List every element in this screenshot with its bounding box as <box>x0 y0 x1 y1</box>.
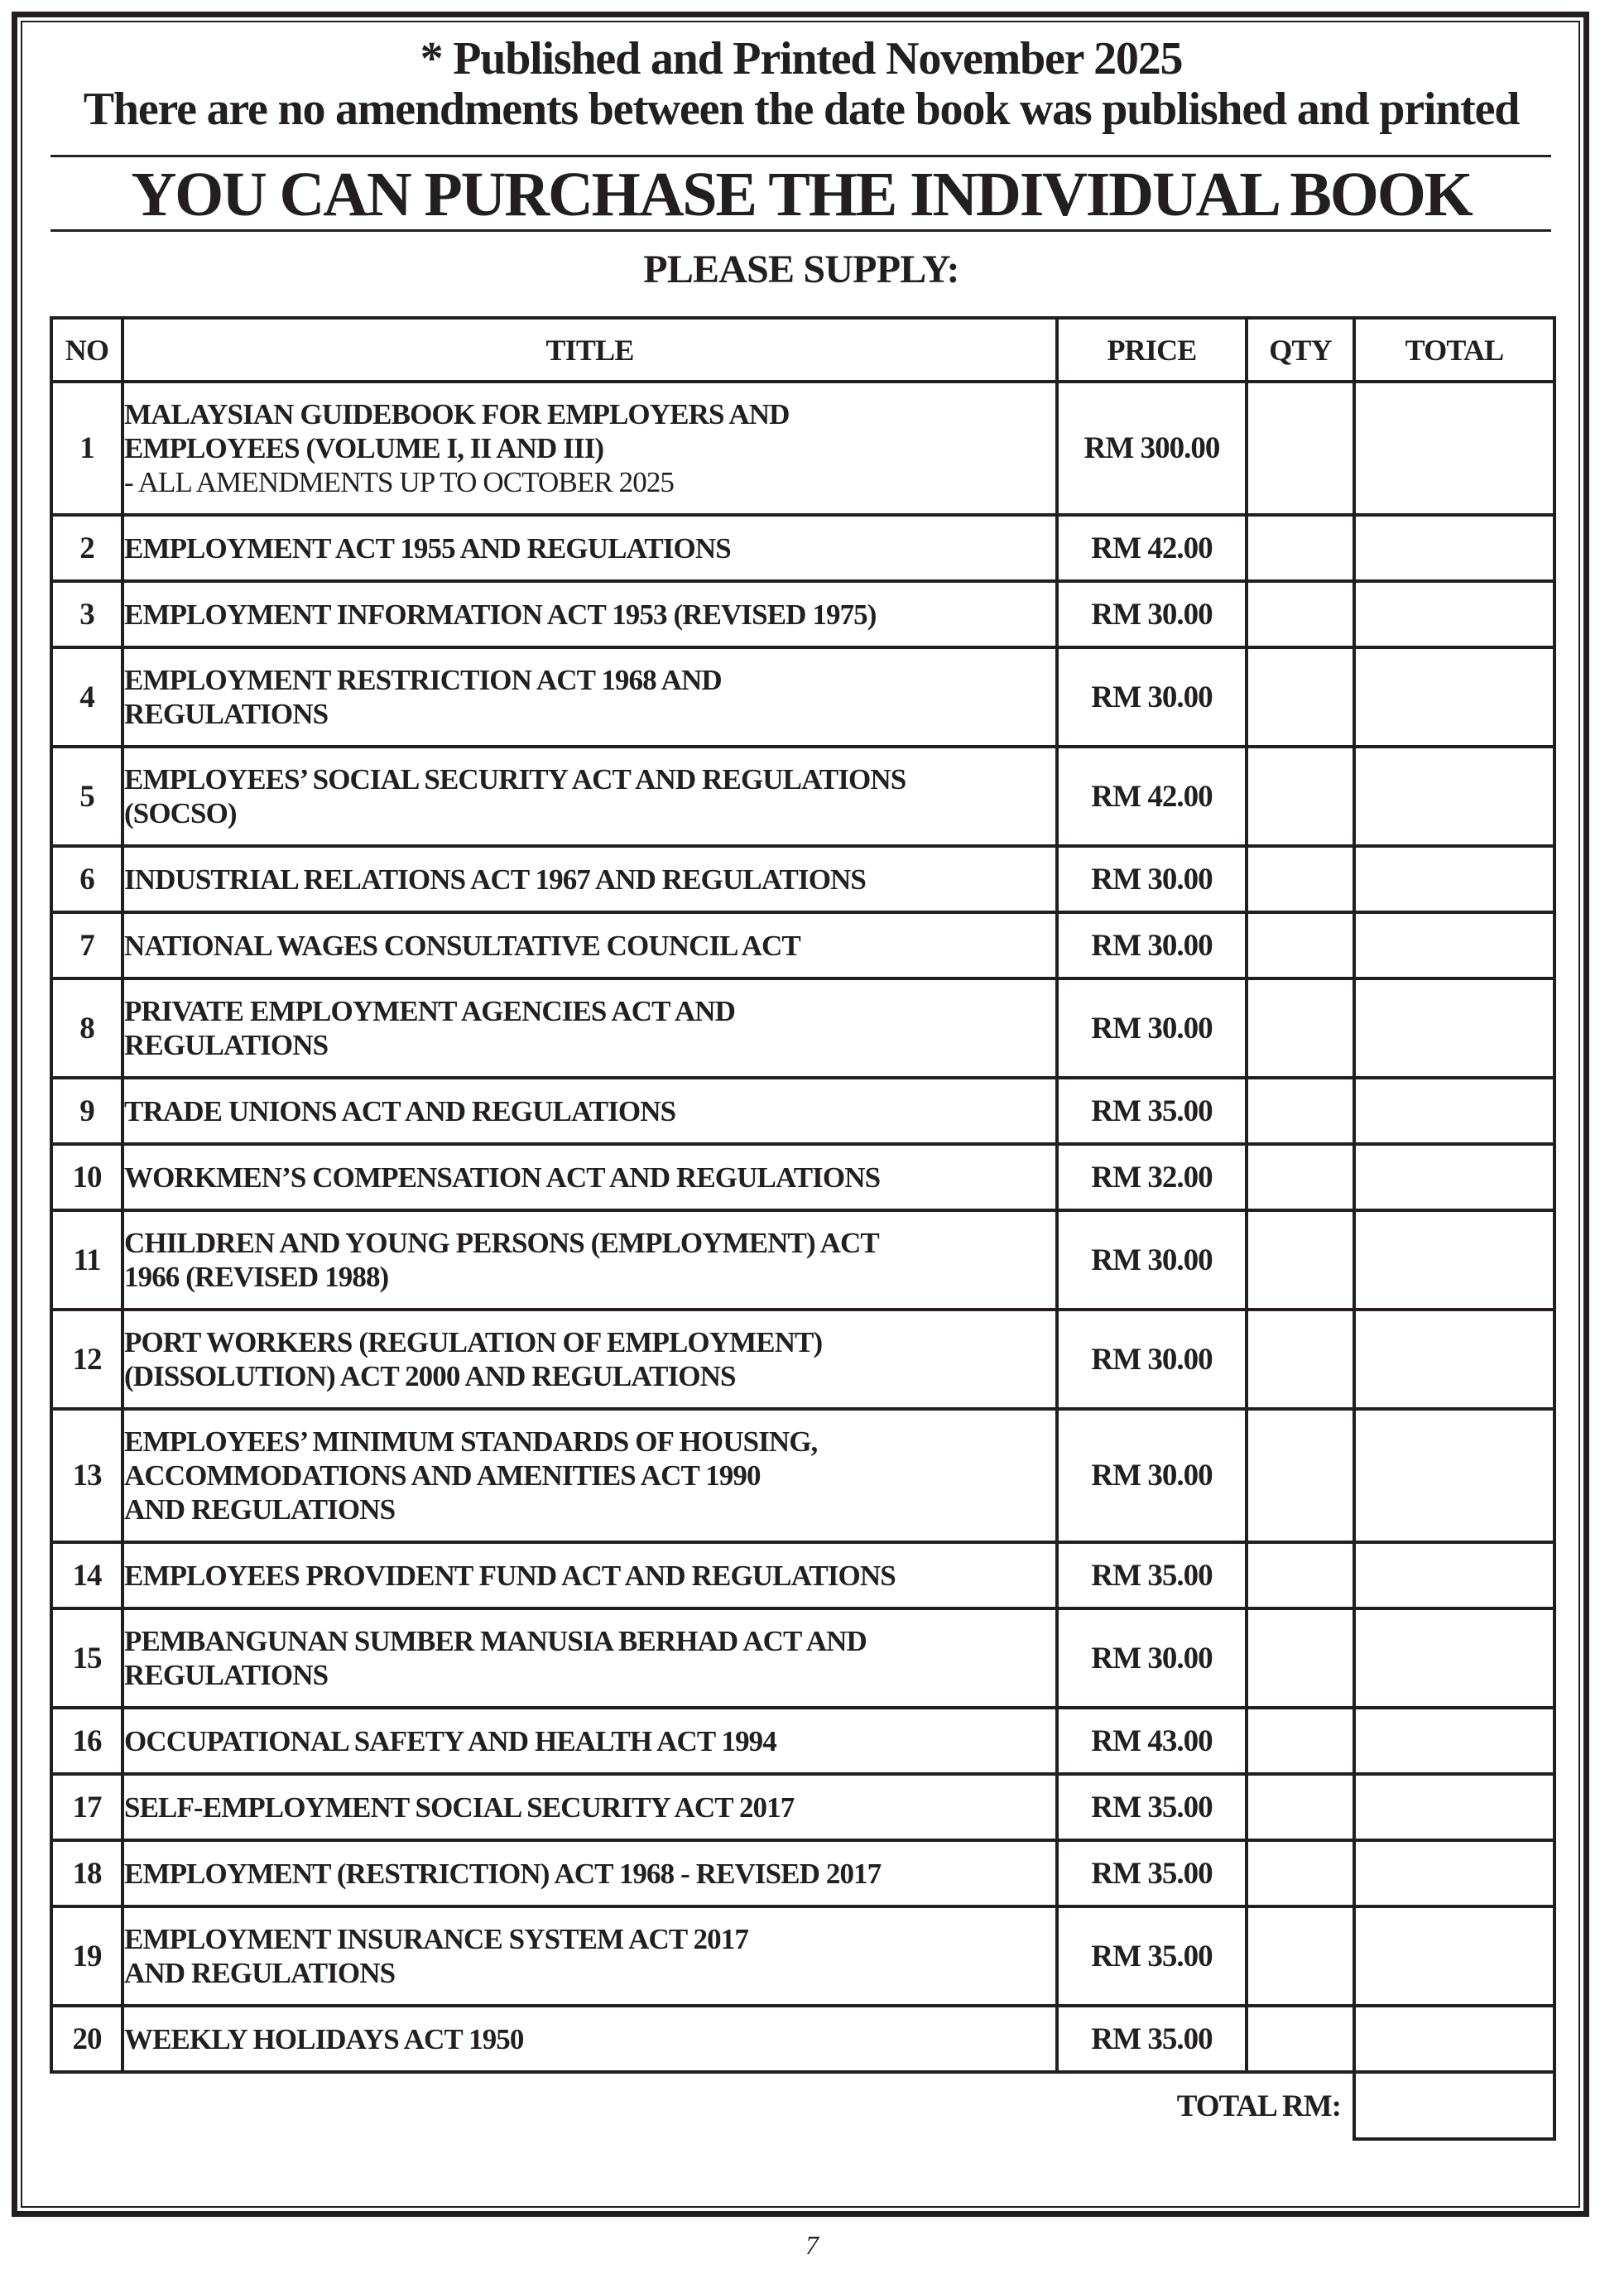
quantity-field[interactable] <box>1247 1144 1354 1210</box>
book-price: RM 30.00 <box>1057 846 1247 912</box>
publication-notice: * Published and Printed November 2025 <box>420 33 1183 84</box>
line-total-field[interactable] <box>1354 1774 1554 1840</box>
quantity-field[interactable] <box>1247 1542 1354 1608</box>
book-title-line: REGULATIONS <box>124 1659 329 1691</box>
book-title <box>123 1608 1057 1708</box>
row-number: 1 <box>51 382 123 515</box>
row-number: 18 <box>51 1840 123 1906</box>
line-total-field[interactable] <box>1354 1310 1554 1409</box>
quantity-field[interactable] <box>1247 581 1354 647</box>
book-price: RM 30.00 <box>1057 581 1247 647</box>
book-title <box>123 1310 1057 1409</box>
book-title-line: WORKMEN’S COMPENSATION ACT AND REGULATIONS <box>124 1161 881 1194</box>
table-row <box>51 1840 1554 1906</box>
line-total-field[interactable] <box>1354 1708 1554 1774</box>
book-title-line: ACCOMMODATIONS AND AMENITIES ACT 1990 <box>124 1459 761 1492</box>
book-title-note: - ALL AMENDMENTS UP TO OCTOBER 2025 <box>124 466 675 498</box>
book-title <box>123 2006 1057 2072</box>
table-row <box>51 747 1554 846</box>
book-price: RM 30.00 <box>1057 1608 1247 1708</box>
book-title-line: EMPLOYMENT INFORMATION ACT 1953 (REVISED 1975) <box>124 598 877 631</box>
row-number: 14 <box>51 1542 123 1608</box>
grand-total-field[interactable] <box>1354 2072 1554 2139</box>
book-price: RM 35.00 <box>1057 1542 1247 1608</box>
table-row <box>51 846 1554 912</box>
book-title <box>123 747 1057 846</box>
table-row <box>51 1708 1554 1774</box>
book-title-line: WEEKLY HOLIDAYS ACT 1950 <box>124 2022 524 2055</box>
quantity-field[interactable] <box>1247 978 1354 1078</box>
table-row <box>51 515 1554 581</box>
row-number: 20 <box>51 2006 123 2072</box>
book-title-line: INDUSTRIAL RELATIONS ACT 1967 AND REGULATIONS <box>124 863 866 896</box>
book-title <box>123 647 1057 747</box>
line-total-field[interactable] <box>1354 912 1554 978</box>
line-total-field[interactable] <box>1354 1906 1554 2006</box>
line-total-field[interactable] <box>1354 1078 1554 1144</box>
line-total-field[interactable] <box>1354 581 1554 647</box>
line-total-field[interactable] <box>1354 1608 1554 1708</box>
table-header-row <box>51 318 1554 382</box>
please-supply-heading: PLEASE SUPPLY: <box>643 248 959 291</box>
book-title <box>123 1840 1057 1906</box>
headline: YOU CAN PURCHASE THE INDIVIDUAL BOOK <box>131 160 1472 229</box>
amendment-notice: There are no amendments between the date book was published and printed <box>83 84 1520 135</box>
book-title <box>123 978 1057 1078</box>
book-title <box>123 1210 1057 1310</box>
quantity-field[interactable] <box>1247 1906 1354 2006</box>
table-row <box>51 1078 1554 1144</box>
row-number: 6 <box>51 846 123 912</box>
quantity-field[interactable] <box>1247 1409 1354 1542</box>
order-rows <box>51 382 1554 2072</box>
quantity-field[interactable] <box>1247 647 1354 747</box>
table-row <box>51 1210 1554 1310</box>
book-title-line: EMPLOYEES PROVIDENT FUND ACT AND REGULATIONS <box>124 1559 896 1592</box>
book-title <box>123 1409 1057 1542</box>
line-total-field[interactable] <box>1354 846 1554 912</box>
book-title-line: EMPLOYMENT (RESTRICTION) ACT 1968 - REVISED 2017 <box>124 1857 882 1890</box>
book-price: RM 35.00 <box>1057 1840 1247 1906</box>
book-title-line: TRADE UNIONS ACT AND REGULATIONS <box>124 1094 676 1127</box>
row-number: 15 <box>51 1608 123 1708</box>
book-price: RM 30.00 <box>1057 1210 1247 1310</box>
book-title-line: MALAYSIAN GUIDEBOOK FOR EMPLOYERS AND <box>124 398 790 430</box>
book-title <box>123 1078 1057 1144</box>
book-title <box>123 1542 1057 1608</box>
line-total-field[interactable] <box>1354 747 1554 846</box>
book-title <box>123 912 1057 978</box>
row-number: 12 <box>51 1310 123 1409</box>
book-price: RM 30.00 <box>1057 647 1247 747</box>
row-number: 17 <box>51 1774 123 1840</box>
row-number: 10 <box>51 1144 123 1210</box>
quantity-field[interactable] <box>1247 2006 1354 2072</box>
quantity-field[interactable] <box>1247 747 1354 846</box>
book-title-line: SELF-EMPLOYMENT SOCIAL SECURITY ACT 2017 <box>124 1791 795 1824</box>
book-title <box>123 581 1057 647</box>
book-price: RM 32.00 <box>1057 1144 1247 1210</box>
line-total-field[interactable] <box>1354 1144 1554 1210</box>
order-form-table <box>50 316 1556 2141</box>
table-row <box>51 1542 1554 1608</box>
book-price: RM 42.00 <box>1057 515 1247 581</box>
quantity-field[interactable] <box>1247 1774 1354 1840</box>
row-number: 11 <box>51 1210 123 1310</box>
row-number: 3 <box>51 581 123 647</box>
row-number: 16 <box>51 1708 123 1774</box>
table-row <box>51 382 1554 515</box>
line-total-field[interactable] <box>1354 382 1554 515</box>
book-title-line: CHILDREN AND YOUNG PERSONS (EMPLOYMENT) ACT <box>124 1227 879 1259</box>
table-row <box>51 1906 1554 2006</box>
book-price: RM 35.00 <box>1057 1774 1247 1840</box>
line-total-field[interactable] <box>1354 978 1554 1078</box>
book-title-line: EMPLOYMENT INSURANCE SYSTEM ACT 2017 <box>124 1923 748 1955</box>
page-number: 7 <box>805 2230 819 2260</box>
table-row <box>51 978 1554 1078</box>
row-number: 4 <box>51 647 123 747</box>
book-price: RM 35.00 <box>1057 2006 1247 2072</box>
row-number: 8 <box>51 978 123 1078</box>
row-number: 7 <box>51 912 123 978</box>
quantity-field[interactable] <box>1247 1608 1354 1708</box>
quantity-field[interactable] <box>1247 846 1354 912</box>
row-number: 13 <box>51 1409 123 1542</box>
book-price: RM 35.00 <box>1057 1078 1247 1144</box>
table-row <box>51 581 1554 647</box>
table-row <box>51 1144 1554 1210</box>
book-title-line: NATIONAL WAGES CONSULTATIVE COUNCIL ACT <box>124 929 800 962</box>
quantity-field[interactable] <box>1247 1840 1354 1906</box>
book-title-line: REGULATIONS <box>124 698 329 730</box>
grand-total-row <box>51 2072 1554 2139</box>
row-number: 2 <box>51 515 123 581</box>
book-title <box>123 1774 1057 1840</box>
quantity-field[interactable] <box>1247 1078 1354 1144</box>
column-header-title: TITLE <box>123 318 1057 382</box>
table-row <box>51 647 1554 747</box>
book-title-line: PEMBANGUNAN SUMBER MANUSIA BERHAD ACT AND <box>124 1625 867 1657</box>
column-header-qty: QTY <box>1247 318 1354 382</box>
book-title-line: 1966 (REVISED 1988) <box>124 1261 389 1293</box>
book-title <box>123 846 1057 912</box>
book-price: RM 30.00 <box>1057 978 1247 1078</box>
book-title-line: EMPLOYMENT ACT 1955 AND REGULATIONS <box>124 531 731 565</box>
column-header-total: TOTAL <box>1354 318 1554 382</box>
row-number: 19 <box>51 1906 123 2006</box>
book-title-line: REGULATIONS <box>124 1029 329 1061</box>
book-price: RM 35.00 <box>1057 1906 1247 2006</box>
quantity-field[interactable] <box>1247 912 1354 978</box>
book-price: RM 43.00 <box>1057 1708 1247 1774</box>
book-title-line: EMPLOYEES (VOLUME I, II AND III) <box>124 432 604 464</box>
table-row <box>51 2006 1554 2072</box>
book-title-line: EMPLOYEES’ MINIMUM STANDARDS OF HOUSING, <box>124 1425 818 1458</box>
row-number: 5 <box>51 747 123 846</box>
quantity-field[interactable] <box>1247 1210 1354 1310</box>
book-title-line: EMPLOYEES’ SOCIAL SECURITY ACT AND REGULATIONS <box>124 763 906 796</box>
book-title-line: EMPLOYMENT RESTRICTION ACT 1968 AND <box>124 664 722 696</box>
row-number: 9 <box>51 1078 123 1144</box>
grand-total-label: TOTAL RM: <box>1176 2089 1341 2123</box>
table-row <box>51 912 1554 978</box>
table-row <box>51 1409 1554 1542</box>
book-title <box>123 1708 1057 1774</box>
line-total-field[interactable] <box>1354 515 1554 581</box>
quantity-field[interactable] <box>1247 1708 1354 1774</box>
book-title-line: AND REGULATIONS <box>124 1493 396 1526</box>
book-price: RM 300.00 <box>1057 382 1247 515</box>
line-total-field[interactable] <box>1354 1840 1554 1906</box>
book-title <box>123 1906 1057 2006</box>
line-total-field[interactable] <box>1354 647 1554 747</box>
quantity-field[interactable] <box>1247 515 1354 581</box>
table-row <box>51 1774 1554 1840</box>
book-title-line: AND REGULATIONS <box>124 1957 396 1989</box>
book-title-line: (DISSOLUTION) ACT 2000 AND REGULATIONS <box>124 1360 736 1392</box>
quantity-field[interactable] <box>1247 382 1354 515</box>
line-total-field[interactable] <box>1354 2006 1554 2072</box>
line-total-field[interactable] <box>1354 1210 1554 1310</box>
book-title-line: PRIVATE EMPLOYMENT AGENCIES ACT AND <box>124 995 736 1027</box>
line-total-field[interactable] <box>1354 1542 1554 1608</box>
column-header-price: PRICE <box>1057 318 1247 382</box>
book-price: RM 30.00 <box>1057 1409 1247 1542</box>
book-title-line: PORT WORKERS (REGULATION OF EMPLOYMENT) <box>124 1326 823 1358</box>
book-price: RM 30.00 <box>1057 1310 1247 1409</box>
divider-top <box>50 155 1551 157</box>
book-title <box>123 515 1057 581</box>
column-header-no: NO <box>51 318 123 382</box>
book-price: RM 30.00 <box>1057 912 1247 978</box>
book-price: RM 42.00 <box>1057 747 1247 846</box>
book-title-line: OCCUPATIONAL SAFETY AND HEALTH ACT 1994 <box>124 1724 776 1757</box>
table-row <box>51 1608 1554 1708</box>
line-total-field[interactable] <box>1354 1409 1554 1542</box>
book-title <box>123 382 1057 515</box>
book-title <box>123 1144 1057 1210</box>
book-title-line: (SOCSO) <box>124 797 237 829</box>
table-row <box>51 1310 1554 1409</box>
divider-bottom <box>50 229 1551 232</box>
quantity-field[interactable] <box>1247 1310 1354 1409</box>
